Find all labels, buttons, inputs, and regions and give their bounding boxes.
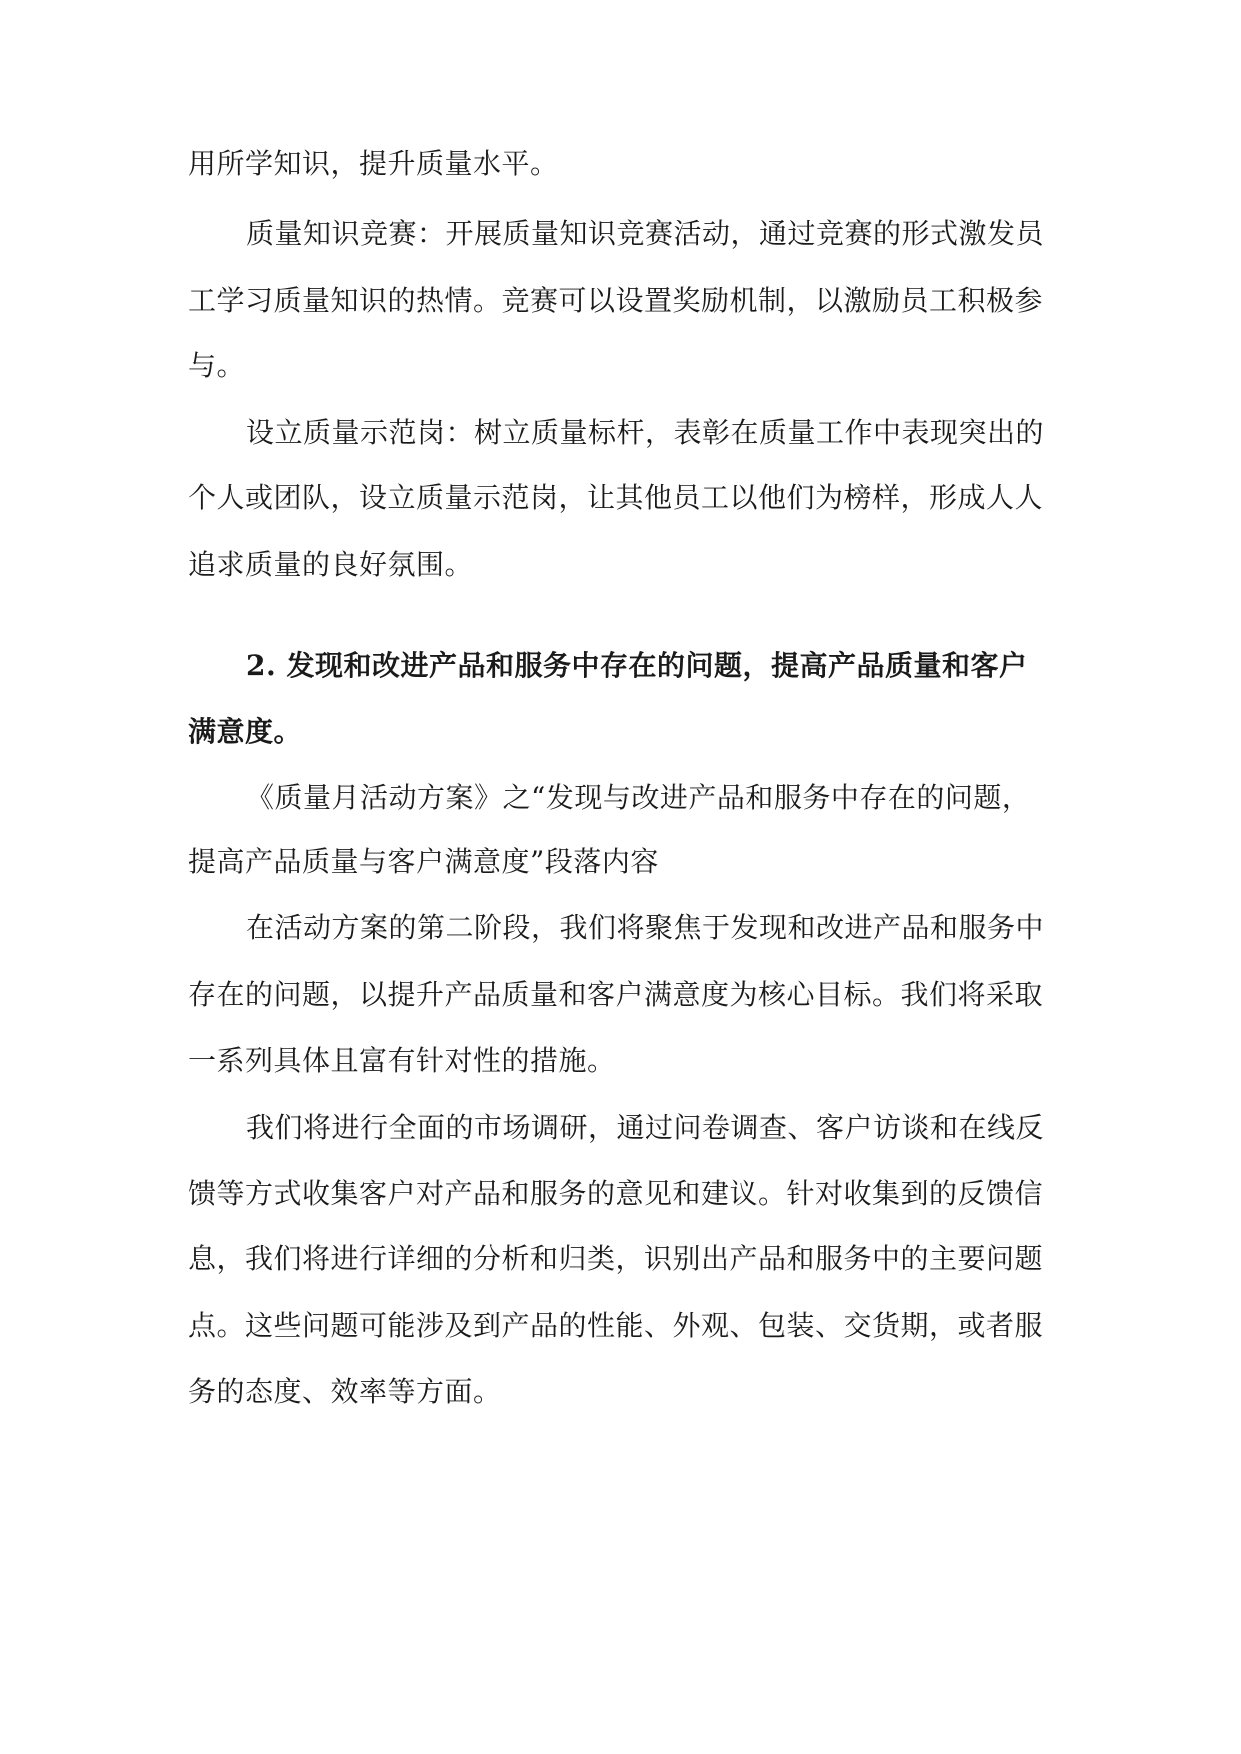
text-line: 工学习质量知识的热情。竞赛可以设置奖励机制，以激励员工积极参: [188, 284, 1044, 317]
text-line: 与。: [188, 349, 246, 382]
paragraph-plan-title: 《质量月活动方案》之“发现与改进产品和服务中存在的问题，: [246, 781, 1031, 814]
text-line: 追求质量的良好氛围。: [188, 548, 474, 581]
paragraph-quality-model-post: 设立质量示范岗：树立质量标杆，表彰在质量工作中表现突出的: [246, 416, 1045, 449]
paragraph-quality-contest: 质量知识竞赛：开展质量知识竞赛活动，通过竞赛的形式激发员: [246, 217, 1045, 250]
text-line: 务的态度、效率等方面。: [188, 1375, 502, 1408]
text-line: 存在的问题，以提升产品质量和客户满意度为核心目标。我们将采取: [188, 978, 1044, 1011]
paragraph-market-research: 我们将进行全面的市场调研，通过问卷调查、客户访谈和在线反: [246, 1111, 1045, 1144]
paragraph-second-phase: 在活动方案的第二阶段，我们将聚焦于发现和改进产品和服务中: [246, 911, 1045, 944]
text-line: 息，我们将进行详细的分析和归类，识别出产品和服务中的主要问题: [188, 1242, 1044, 1275]
text-line: 个人或团队，设立质量示范岗，让其他员工以他们为榜样，形成人人: [188, 481, 1044, 514]
section-heading-continued: 满意度。: [188, 715, 303, 748]
section-heading: 2. 发现和改进产品和服务中存在的问题，提高产品质量和客户: [246, 649, 1028, 682]
text-line: 点。这些问题可能涉及到产品的性能、外观、包装、交货期，或者服: [188, 1309, 1044, 1342]
text-line: 馈等方式收集客户对产品和服务的意见和建议。针对收集到的反馈信: [188, 1177, 1044, 1210]
text-line: 一系列具体且富有针对性的措施。: [188, 1044, 616, 1077]
text-line: 提高产品质量与客户满意度”段落内容: [188, 845, 659, 878]
text-line: 用所学知识，提升质量水平。: [188, 147, 559, 180]
